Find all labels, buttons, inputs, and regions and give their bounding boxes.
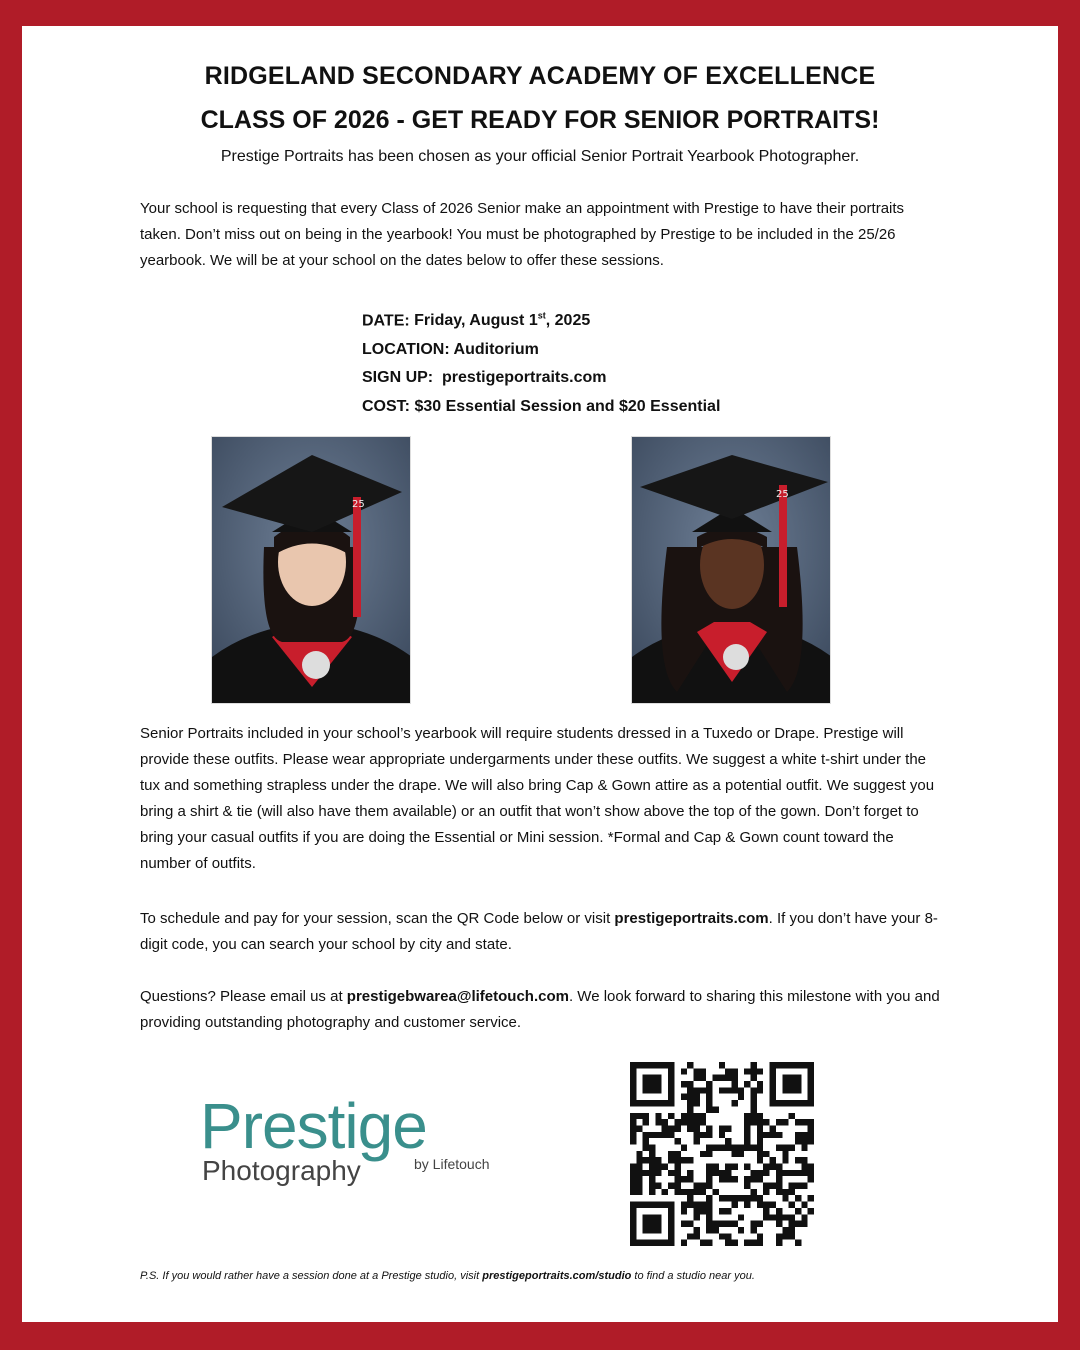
tassel-charm-left: 25 bbox=[352, 499, 365, 510]
schedule-paragraph: To schedule and pay for your session, scan the QR Code below or visit prestigeportraits.com. If you don’t have your 8-digit code, you can search your school by city and state. bbox=[140, 910, 938, 953]
signup-line bbox=[362, 364, 720, 393]
cost-value: $30 Essential Session and $20 Essential bbox=[414, 397, 721, 415]
session-details bbox=[362, 302, 720, 421]
attire-paragraph: Senior Portraits included in your school’s yearbook will require students dressed in a Tuxedo or Drape. Prestige will provide these outfits. Please wear appropriate undergarments under these outfits. We suggest a white t-shirt under the tux and something strapless under the drape. We will also bring Cap & Gown attire as a potential outfit. We suggest you bring a shirt & tie (will also have them available) or an outfit that won’t show above the top of the gown. Don’t forget to bring your casual outfits if you are doing the Essential or Mini session. *Formal and Cap & Gown count toward the number of outfits. bbox=[140, 725, 935, 872]
logo-wordmark: Prestige bbox=[200, 1090, 427, 1162]
contact-email-link[interactable]: prestigebwarea@lifetouch.com bbox=[346, 988, 569, 1005]
schedule-link[interactable]: prestigeportraits.com bbox=[614, 910, 769, 927]
prestige-logo bbox=[200, 1090, 520, 1189]
signup-link[interactable]: prestigeportraits.com bbox=[442, 369, 607, 387]
tassel-charm-right: 25 bbox=[776, 489, 789, 500]
qr-code-icon[interactable] bbox=[630, 1062, 814, 1246]
class-headline: CLASS OF 2026 - GET READY FOR SENIOR PORTRAITS! bbox=[200, 106, 880, 134]
studio-link[interactable]: prestigeportraits.com/studio bbox=[482, 1270, 632, 1282]
logo-byline: by Lifetouch bbox=[414, 1156, 490, 1172]
location-line bbox=[362, 336, 720, 365]
photographer-subtitle: Prestige Portraits has been chosen as your official Senior Portrait Yearbook Photographer. bbox=[220, 148, 860, 165]
signup-label: SIGN UP: bbox=[362, 369, 434, 387]
location-value: Auditorium bbox=[453, 340, 539, 358]
questions-paragraph: Questions? Please email us at prestigebwarea@lifetouch.com. We look forward to sharing this milestone with you and providing outstanding photography and customer service. bbox=[140, 988, 940, 1031]
intro-paragraph: Your school is requesting that every Class of 2026 Senior make an appointment with Prestige to have their portraits taken. Don’t miss out on being in the yearbook! You must be photographed by Prestige to be included in the 25/26 yearbook. We will be at your school on the dates below to offer these sessions. bbox=[140, 200, 905, 269]
school-title: RIDGELAND SECONDARY ACADEMY OF EXCELLENCE bbox=[204, 62, 876, 90]
flyer-page bbox=[22, 26, 1058, 1322]
cost-label: COST: bbox=[362, 397, 410, 415]
location-label: LOCATION: bbox=[362, 340, 450, 358]
date-value: Friday, August 1st, 2025 bbox=[414, 311, 591, 330]
sample-portrait-right bbox=[631, 436, 831, 704]
sample-portrait-left bbox=[211, 436, 411, 704]
cost-line bbox=[362, 393, 720, 422]
date-label: DATE: bbox=[362, 312, 410, 330]
logo-subtitle: Photography bbox=[202, 1155, 361, 1186]
studio-postscript: P.S. If you would rather have a session done at a Prestige studio, visit prestigeportraits.com/studio to find a studio near you. bbox=[140, 1270, 755, 1282]
date-line bbox=[362, 302, 720, 336]
